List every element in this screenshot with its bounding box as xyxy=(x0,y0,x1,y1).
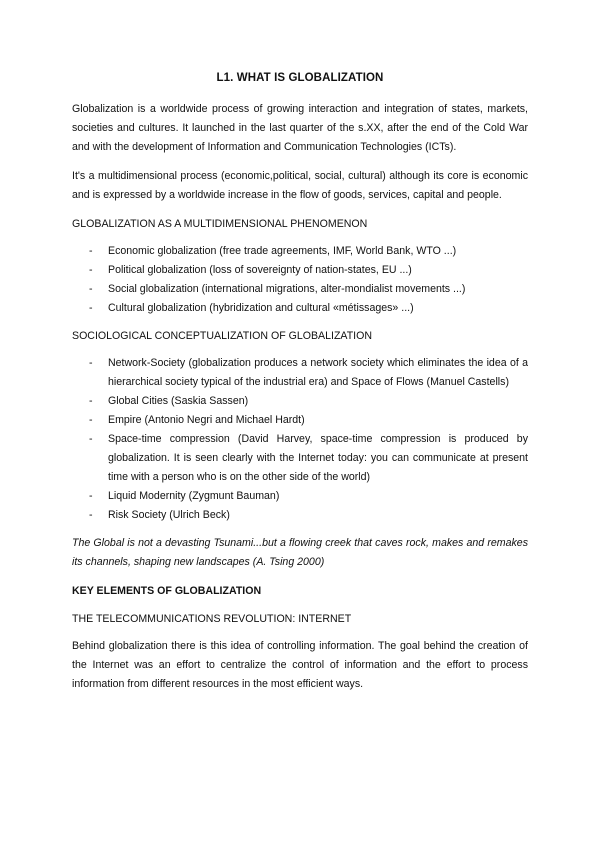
list-item xyxy=(72,392,528,411)
list-item-text: Liquid Modernity (Zygmunt Bauman) xyxy=(108,490,280,502)
dash-bullet: - xyxy=(89,302,93,314)
list-item xyxy=(72,261,528,280)
list-item xyxy=(72,430,528,487)
list-item-text: Economic globalization (free trade agreements, IMF, World Bank, WTO ...) xyxy=(108,245,457,257)
list-item-text: Risk Society (Ulrich Beck) xyxy=(108,509,230,521)
section-heading-multidimensional: GLOBALIZATION AS A MULTIDIMENSIONAL PHENOMENON xyxy=(72,218,368,230)
list-item-text: Network-Society (globalization produces a network society which eliminates the idea of a hierarchical society typical of the industrial era) and Space of Flows (Manuel Castells) xyxy=(108,357,528,388)
list-item-text: Cultural globalization (hybridization and cultural «métissages» ...) xyxy=(108,302,414,314)
section-heading-key-elements: KEY ELEMENTS OF GLOBALIZATION xyxy=(72,585,262,597)
list-item xyxy=(72,487,528,506)
dash-bullet: - xyxy=(89,414,93,426)
dash-bullet: - xyxy=(89,490,93,502)
list-item-text: Global Cities (Saskia Sassen) xyxy=(108,395,249,407)
dash-bullet: - xyxy=(89,283,93,295)
conceptualization-list xyxy=(72,354,528,525)
dash-bullet: - xyxy=(89,395,93,407)
dash-bullet: - xyxy=(89,509,93,521)
dash-bullet: - xyxy=(89,245,93,257)
list-item xyxy=(72,299,528,318)
list-item xyxy=(72,242,528,261)
internet-paragraph: Behind globalization there is this idea of controlling information. The goal behind the creation of the Internet was an effort to centralize the control of information and the effort to process information from different resources in the most efficient ways. xyxy=(72,640,528,690)
document-title: L1. WHAT IS GLOBALIZATION xyxy=(216,72,384,84)
list-item xyxy=(72,506,528,525)
tsing-quote: The Global is not a devasting Tsunami...but a flowing creek that caves rock, makes and remakes its channels, shaping new landscapes (A. Tsing 2000) xyxy=(72,537,528,568)
intro-paragraph-1: Globalization is a worldwide process of growing interaction and integration of states, markets, societies and cultures. It launched in the last quarter of the s.XX, after the end of the Cold War and with the development of Information and Communication Technologies (ICTs). xyxy=(72,103,528,153)
dash-bullet: - xyxy=(89,264,93,276)
list-item-text: Political globalization (loss of sovereignty of nation-states, EU ...) xyxy=(108,264,412,276)
list-item-text: Social globalization (international migrations, alter-mondialist movements ...) xyxy=(108,283,466,295)
list-item xyxy=(72,280,528,299)
subheading-telecommunications: THE TELECOMMUNICATIONS REVOLUTION: INTERNET xyxy=(72,613,352,625)
list-item-text: Empire (Antonio Negri and Michael Hardt) xyxy=(108,414,305,426)
list-item xyxy=(72,354,528,392)
dimension-list xyxy=(72,242,528,318)
dash-bullet: - xyxy=(89,357,93,369)
dash-bullet: - xyxy=(89,433,93,445)
list-item-text: Space-time compression (David Harvey, space-time compression is produced by globalization. It is seen clearly with the Internet today: you can communicate at present time with a person who is on the other side of the world) xyxy=(108,433,528,483)
intro-paragraph-2: It's a multidimensional process (economic,political, social, cultural) although its core is economic and is expressed by a worldwide increase in the flow of goods, services, capital and people. xyxy=(72,170,528,201)
section-heading-sociological: SOCIOLOGICAL CONCEPTUALIZATION OF GLOBALIZATION xyxy=(72,330,373,342)
list-item xyxy=(72,411,528,430)
